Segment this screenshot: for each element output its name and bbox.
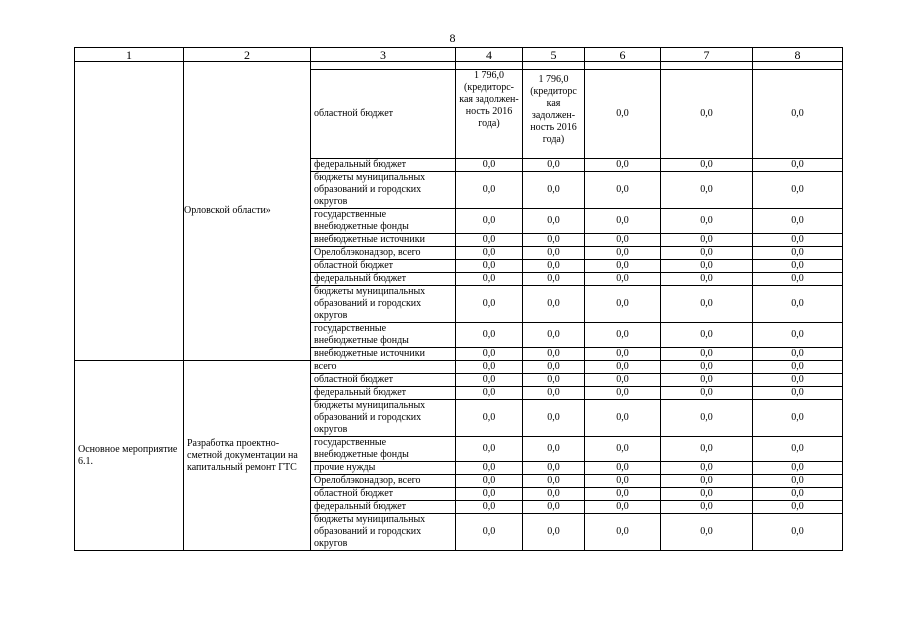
group1-col1-cell	[75, 62, 184, 361]
value-cell: 0,0	[585, 462, 661, 475]
group1-body	[75, 62, 843, 361]
page-number: 8	[449, 31, 456, 45]
header-col-6: 6	[585, 48, 661, 62]
value-cell: 0,0	[585, 361, 661, 374]
value-cell: 0,0	[585, 234, 661, 247]
value-cell: 0,0	[523, 374, 585, 387]
value-cell: 0,0	[456, 234, 523, 247]
value-cell: 0,0	[753, 514, 843, 551]
value-cell: 0,0	[456, 247, 523, 260]
value-cell: 0,0	[456, 260, 523, 273]
value-cell: 0,0	[661, 286, 753, 323]
value-cell: 0,0	[661, 437, 753, 462]
value-cell: 0,0	[523, 159, 585, 172]
row-label: федеральный бюджет	[311, 501, 456, 514]
value-cell: 0,0	[523, 209, 585, 234]
row-label: внебюджетные источники	[311, 348, 456, 361]
value-cell: 0,0	[523, 323, 585, 348]
value-cell: 0,0	[753, 348, 843, 361]
row-label: внебюджетные источники	[311, 234, 456, 247]
header-col-7: 7	[661, 48, 753, 62]
value-cell: 0,0	[753, 234, 843, 247]
value-cell: 0,0	[523, 247, 585, 260]
row-label: государственные внебюджетные фонды	[311, 437, 456, 462]
value-cell: 0,0	[753, 400, 843, 437]
group1-col2-cell: Орловской области»	[184, 62, 311, 361]
row-label: федеральный бюджет	[311, 387, 456, 400]
value-cell: 0,0	[661, 400, 753, 437]
row-label: всего	[311, 361, 456, 374]
row-label: областной бюджет	[311, 374, 456, 387]
row-label: федеральный бюджет	[311, 273, 456, 286]
value-cell: 0,0	[661, 514, 753, 551]
value-cell: 0,0	[753, 475, 843, 488]
value-cell: 0,0	[585, 260, 661, 273]
value-cell: 0,0	[753, 159, 843, 172]
value-cell: 0,0	[456, 159, 523, 172]
value-cell: 0,0	[661, 374, 753, 387]
value-cell: 0,0	[661, 70, 753, 159]
value-cell: 0,0	[753, 462, 843, 475]
value-cell: 0,0	[661, 234, 753, 247]
row-label: Орелоблэконадзор, всего	[311, 475, 456, 488]
value-cell: 0,0	[753, 437, 843, 462]
table-row	[75, 62, 843, 70]
value-cell: 0,0	[585, 323, 661, 348]
value-cell: 0,0	[456, 348, 523, 361]
header-col-1: 1	[75, 48, 184, 62]
value-cell: 0,0	[753, 387, 843, 400]
debt-cell-col5: 1 796,0 (кредиторс кая задолжен-ность 2016 года)	[523, 70, 585, 159]
value-cell: 0,0	[753, 323, 843, 348]
value-cell: 0,0	[523, 462, 585, 475]
header-col-8: 8	[753, 48, 843, 62]
value-cell: 0,0	[661, 323, 753, 348]
value-cell: 0,0	[661, 488, 753, 501]
value-cell: 0,0	[456, 361, 523, 374]
value-cell: 0,0	[456, 172, 523, 209]
value-cell: 0,0	[456, 437, 523, 462]
value-cell: 0,0	[585, 400, 661, 437]
value-cell: 0,0	[456, 209, 523, 234]
value-cell: 0,0	[661, 501, 753, 514]
value-cell: 0,0	[661, 247, 753, 260]
value-cell: 0,0	[753, 488, 843, 501]
header-col-5: 5	[523, 48, 585, 62]
value-cell: 0,0	[753, 286, 843, 323]
value-cell: 0,0	[661, 348, 753, 361]
value-cell: 0,0	[585, 475, 661, 488]
value-cell: 0,0	[523, 348, 585, 361]
row-label: бюджеты муниципальных образований и городских округов	[311, 172, 456, 209]
group2-col2-cell: Разработка проектно-сметной документации на капитальный ремонт ГТС	[184, 361, 311, 551]
value-cell: 0,0	[456, 273, 523, 286]
value-cell: 0,0	[585, 374, 661, 387]
value-cell: 0,0	[523, 361, 585, 374]
value-cell: 0,0	[523, 172, 585, 209]
value-cell: 0,0	[523, 387, 585, 400]
value-cell: 0,0	[661, 172, 753, 209]
funding-table	[74, 47, 843, 551]
value-cell: 0,0	[456, 323, 523, 348]
value-cell: 0,0	[523, 273, 585, 286]
value-cell: 0,0	[523, 437, 585, 462]
value-cell: 0,0	[585, 273, 661, 286]
value-cell: 0,0	[523, 260, 585, 273]
value-cell: 0,0	[585, 514, 661, 551]
value-cell: 0,0	[523, 234, 585, 247]
value-cell: 0,0	[585, 387, 661, 400]
value-cell: 0,0	[753, 209, 843, 234]
row-label: областной бюджет	[311, 260, 456, 273]
value-cell: 0,0	[456, 488, 523, 501]
value-cell: 0,0	[661, 462, 753, 475]
value-cell: 0,0	[753, 172, 843, 209]
value-cell: 0,0	[523, 501, 585, 514]
value-cell: 0,0	[456, 514, 523, 551]
header-col-3: 3	[311, 48, 456, 62]
value-cell: 0,0	[456, 462, 523, 475]
value-cell: 0,0	[753, 501, 843, 514]
value-cell: 0,0	[585, 247, 661, 260]
group2-col1-cell: Основное мероприятие 6.1.	[75, 361, 184, 551]
table-row	[75, 361, 843, 374]
value-cell: 0,0	[585, 488, 661, 501]
value-cell: 0,0	[585, 501, 661, 514]
row-label: бюджеты муниципальных образований и городских округов	[311, 514, 456, 551]
value-cell: 0,0	[585, 159, 661, 172]
value-cell: 0,0	[523, 488, 585, 501]
row-label: федеральный бюджет	[311, 159, 456, 172]
row-label: бюджеты муниципальных образований и городских округов	[311, 286, 456, 323]
value-cell: 0,0	[585, 348, 661, 361]
value-cell: 0,0	[523, 400, 585, 437]
value-cell: 0,0	[661, 273, 753, 286]
value-cell: 0,0	[753, 374, 843, 387]
value-cell: 0,0	[456, 286, 523, 323]
value-cell: 0,0	[753, 260, 843, 273]
value-cell: 0,0	[661, 475, 753, 488]
value-cell: 0,0	[661, 209, 753, 234]
value-cell: 0,0	[661, 387, 753, 400]
value-cell: 0,0	[523, 514, 585, 551]
header-col-4: 4	[456, 48, 523, 62]
row-label: государственные внебюджетные фонды	[311, 209, 456, 234]
group2-body	[75, 361, 843, 551]
row-label: областной бюджет	[311, 70, 456, 159]
value-cell: 0,0	[585, 286, 661, 323]
value-cell: 0,0	[456, 400, 523, 437]
value-cell: 0,0	[753, 273, 843, 286]
header-row	[75, 48, 843, 62]
header-col-2: 2	[184, 48, 311, 62]
value-cell: 0,0	[753, 70, 843, 159]
row-label: областной бюджет	[311, 488, 456, 501]
value-cell: 0,0	[456, 501, 523, 514]
row-label: государственные внебюджетные фонды	[311, 323, 456, 348]
value-cell: 0,0	[456, 475, 523, 488]
value-cell: 0,0	[585, 172, 661, 209]
value-cell: 0,0	[523, 475, 585, 488]
value-cell: 0,0	[661, 260, 753, 273]
value-cell: 0,0	[585, 70, 661, 159]
row-label: прочие нужды	[311, 462, 456, 475]
value-cell: 0,0	[456, 387, 523, 400]
row-label: бюджеты муниципальных образований и городских округов	[311, 400, 456, 437]
value-cell: 0,0	[585, 437, 661, 462]
value-cell: 0,0	[753, 361, 843, 374]
value-cell: 0,0	[585, 209, 661, 234]
value-cell: 0,0	[456, 374, 523, 387]
value-cell: 0,0	[661, 361, 753, 374]
value-cell: 0,0	[753, 247, 843, 260]
value-cell: 0,0	[523, 286, 585, 323]
debt-cell-col4: 1 796,0 (кредиторс-кая задолжен-ность 2016 года)	[456, 70, 523, 159]
value-cell: 0,0	[661, 159, 753, 172]
row-label: Орелоблэконадзор, всего	[311, 247, 456, 260]
